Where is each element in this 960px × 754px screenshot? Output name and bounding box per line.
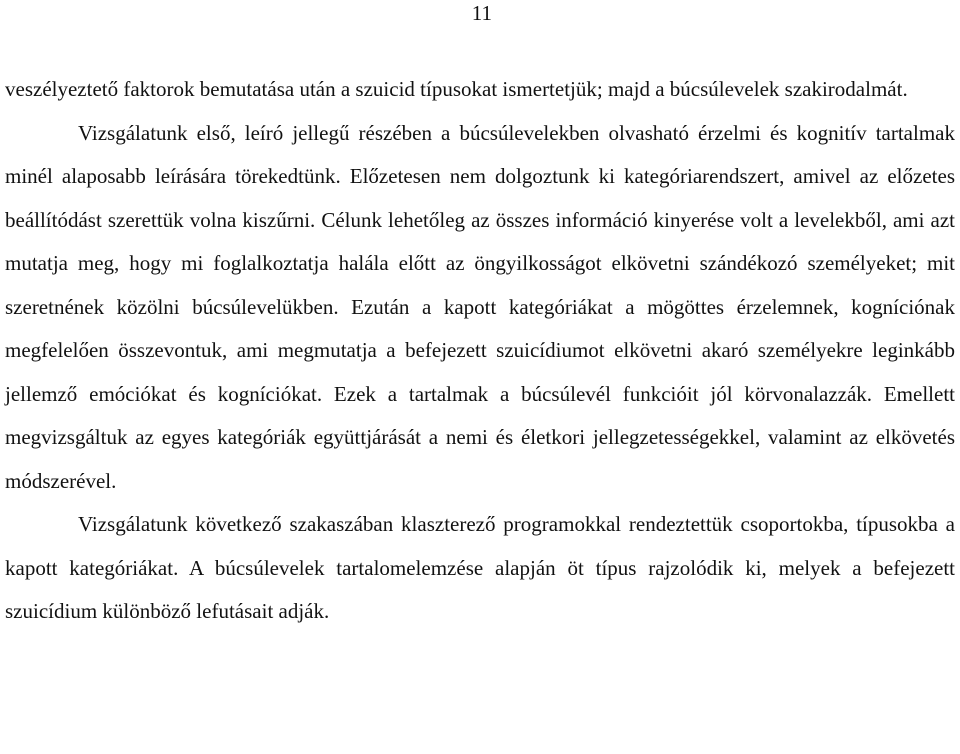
paragraph-2: Vizsgálatunk első, leíró jellegű részében a búcsúlevelekben olvasható érzelmi és kognitív tartalmak minél alaposabb leírására törekedtünk. Előzetesen nem dolgoztunk ki kategóriarendszert, amivel az előzetes beállítódást szerettük volna kiszűrni. Célunk lehetőleg az összes információ kinyerése volt a levelekből, ami azt mutatja meg, hogy mi foglalkoztatja halála előtt az öngyilkosságot elkövetni szándékozó személyeket; mit szeretnének közölni búcsúlevelükben. Ezután a kapott kategóriákat a mögöttes érzelemnek, kogníciónak megfelelően összevontuk, ami megmutatja a befejezett szuicídiumot elkövetni akaró személyekre leginkább jellemző emóciókat és kogníciókat. Ezek a tartalmak a búcsúlevél funkcióit jól körvonalazzák. Emellett megvizsgáltuk az egyes kategóriák együttjárását a nemi és életkori jellegzetességekkel, valamint az elkövetés módszerével. <box>5 120 955 493</box>
page-number: 11 <box>471 1 492 25</box>
paragraph-3: Vizsgálatunk következő szakaszában klaszterező programokkal rendeztettük csoportokba, típusokba a kapott kategóriákat. A búcsúlevelek tartalomelemzése alapján öt típus rajzolódik ki, melyek a befejezett szuicídium különböző lefutásait adják. <box>5 512 955 623</box>
paragraph-1: veszélyeztető faktorok bemutatása után a szuicid típusokat ismertetjük; majd a búcsúlevelek szakirodalmát. <box>5 77 908 101</box>
document-body <box>5 68 955 634</box>
